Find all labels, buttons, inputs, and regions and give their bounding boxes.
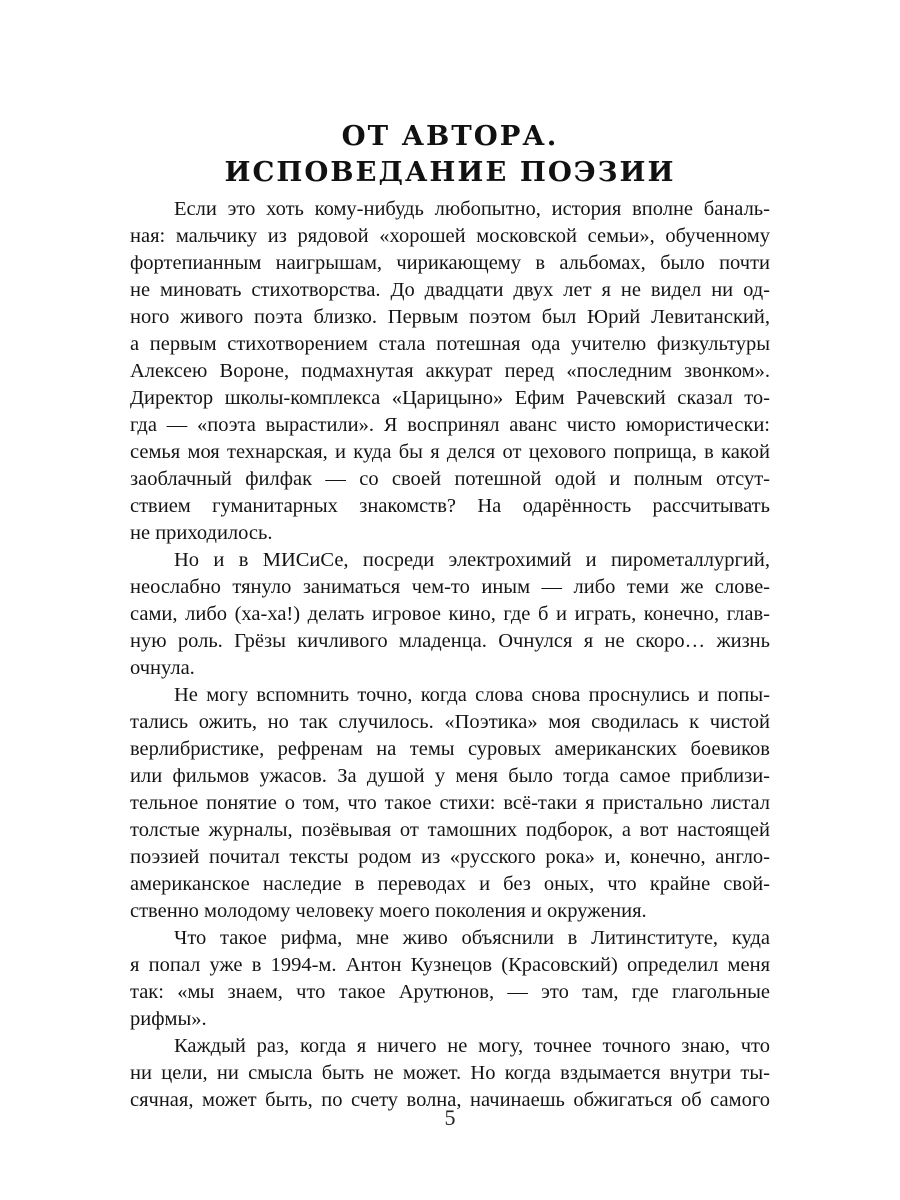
- paragraph-1-line: не приходилось.: [130, 522, 273, 544]
- paragraph-3-line: Не могу вспомнить точно, когда слова снова проснулись и попы-: [174, 684, 770, 706]
- paragraph-1-line: Если это хоть кому-нибудь любопытно, история вполне баналь-: [174, 198, 770, 220]
- paragraph-1-line: а первым стихотворением стала потешная ода учителю физкультуры: [130, 333, 770, 355]
- paragraph-2-line: Но и в МИСиСе, посреди электрохимий и пирометаллургий,: [174, 549, 770, 571]
- paragraph-5-line: Каждый раз, когда я ничего не могу, точнее точного знаю, что: [174, 1035, 770, 1057]
- page-number: 5: [444, 1105, 456, 1130]
- paragraph-4-line: я попал уже в 1994-м. Антон Кузнецов (Красовский) определил меня: [130, 954, 770, 976]
- paragraph-1-line: ного живого поэта близко. Первым поэтом был Юрий Левитанский,: [130, 306, 770, 328]
- paragraph-2-line: очнула.: [130, 657, 195, 679]
- body-text: [130, 196, 770, 1114]
- paragraph-3-line: тельное понятие о том, что такое стихи: всё-таки я пристально листал: [130, 792, 770, 814]
- paragraph-2-line: сами, либо (ха-ха!) делать игровое кино, где б и играть, конечно, глав-: [130, 603, 770, 625]
- chapter-title-line-1: ОТ АВТОРА.: [341, 120, 559, 152]
- paragraph-3-line: толстые журналы, позёвывая от тамошних подборок, а вот настоящей: [130, 819, 770, 841]
- paragraph-1-line: фортепианным наигрышам, чирикающему в альбомах, было почти: [130, 252, 770, 274]
- paragraph-2-line: ную роль. Грёзы кичливого младенца. Очнулся я не скоро… жизнь: [130, 630, 770, 652]
- paragraph-3-line: ственно молодому человеку моего поколения и окружения.: [130, 900, 647, 922]
- paragraph-4-line: Что такое рифма, мне живо объяснили в Литинституте, куда: [174, 927, 770, 949]
- paragraph-1-line: семья моя технарская, и куда бы я делся от цехового поприща, в какой: [130, 441, 770, 463]
- chapter-title-line-2: ИСПОВЕДАНИЕ ПОЭЗИИ: [224, 156, 676, 188]
- paragraph-4-line: рифмы».: [130, 1008, 207, 1030]
- paragraph-3-line: американское наследие в переводах и без оных, что крайне свой-: [130, 873, 770, 895]
- paragraph-1-line: не миновать стихотворства. До двадцати двух лет я не видел ни од-: [130, 279, 770, 301]
- paragraph-1-line: ствием гуманитарных знакомств? На одарённость рассчитывать: [130, 495, 770, 517]
- paragraph-1-line: ная: мальчику из рядовой «хорошей московской семьи», обученному: [130, 225, 770, 247]
- paragraph-3-line: тались ожить, но так случилось. «Поэтика» моя сводилась к чистой: [130, 711, 770, 733]
- paragraph-1-line: Алексею Вороне, подмахнутая аккурат перед «последним звонком».: [130, 360, 770, 382]
- paragraph-2-line: неослабно тянуло заниматься чем-то иным — либо теми же слове-: [130, 576, 770, 598]
- paragraph-1-line: заоблачный филфак — со своей потешной одой и полным отсут-: [130, 468, 770, 490]
- paragraph-3-line: или фильмов ужасов. За душой у меня было тогда самое приблизи-: [130, 765, 770, 787]
- paragraph-3-line: верлибристике, рефренам на темы суровых американских боевиков: [130, 738, 770, 760]
- paragraph-5-line: ни цели, ни смысла быть не может. Но когда вздымается внутри ты-: [130, 1062, 770, 1084]
- chapter-title: [120, 118, 780, 190]
- paragraph-1-line: Директор школы-комплекса «Царицыно» Ефим Рачевский сказал то-: [130, 387, 770, 409]
- paragraph-4-line: так: «мы знаем, что такое Арутюнов, — это там, где глагольные: [130, 981, 770, 1003]
- paragraph-1-line: гда — «поэта вырастили». Я воспринял аванс чисто юмористически:: [130, 414, 770, 436]
- paragraph-5-line: сячная, может быть, по счету волна, начинаешь обжигаться об самого: [130, 1089, 770, 1111]
- paragraph-3-line: поэзией почитал тексты родом из «русского рока» и, конечно, англо-: [130, 846, 770, 868]
